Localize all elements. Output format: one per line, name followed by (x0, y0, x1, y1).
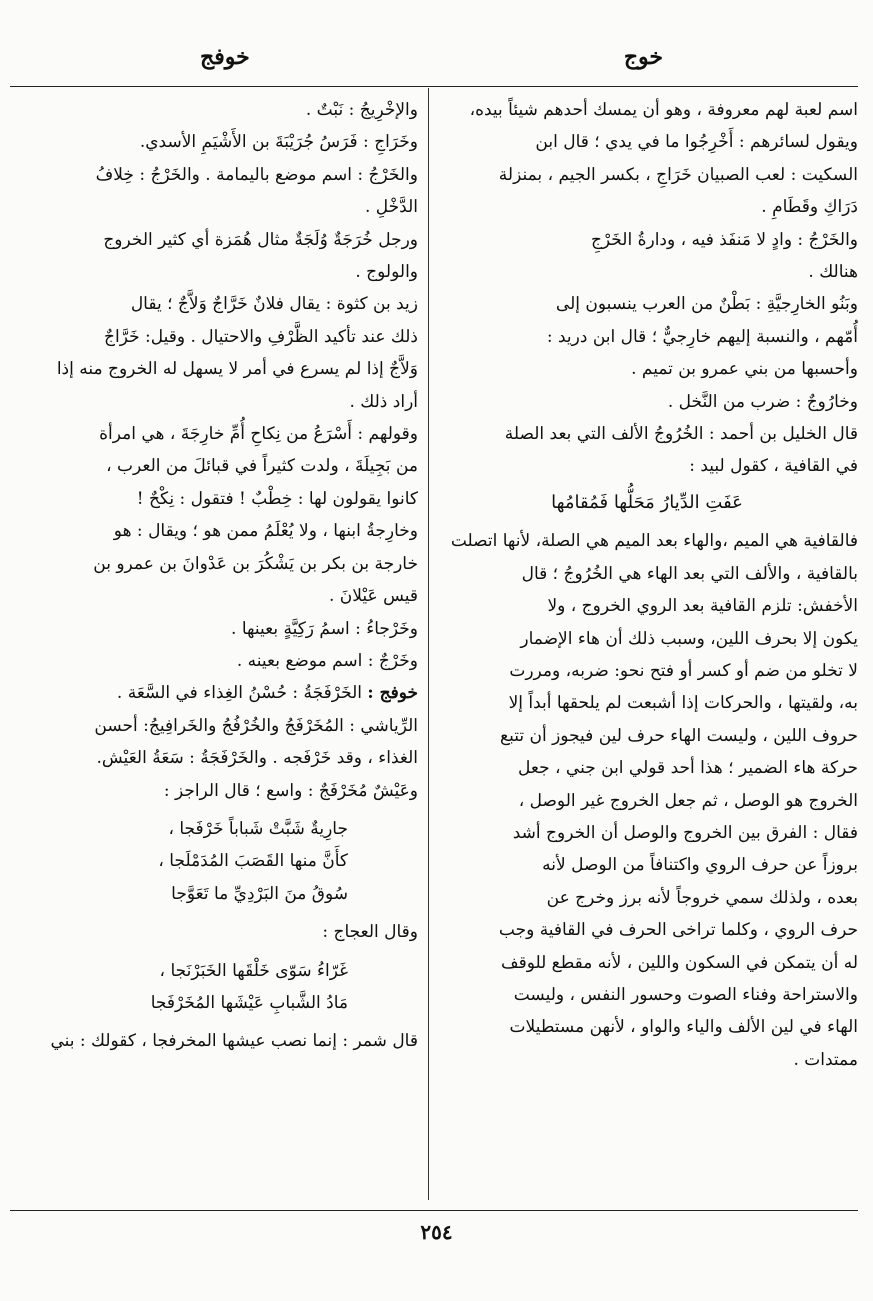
text-line: وخَرَاجِ : فَرَسُ جُرَيْبَةَ بن الأَشْيَمِ الأسدي. (139, 132, 418, 153)
text-line: وخارِجةُ ابنها ، ولا يُعْلَمُ ممن هو ؛ ويقال : هو (113, 521, 418, 542)
text-line: قال شمر : إنما نصب عيشها المخرفجا ، كقولك : بني (50, 1031, 418, 1052)
text-line: بالقافية ، والألف التي بعد الهاء هي الخُرُوجُ ؛ قال (521, 563, 858, 584)
text-line: فقال : الفرق بين الخروج والوصل أن الخروج أشد (512, 822, 858, 843)
text-line: وعَيْشٌ مُخَرْفَجٌ : واسع ؛ قال الراجز : (163, 780, 418, 801)
header-left-word: خوفج (200, 44, 250, 70)
text-line: لا تخلو من ضم أو كسر أو فتح نحو: ضربه، ومررت (509, 660, 858, 681)
text-line: حروف اللين ، وليست الهاء حرف لين فيجوز أن تتبع (500, 725, 858, 746)
text-line: ذلك عند تأكيد الظَّرْفِ والاحتيال . وقيل: خَرَّاجٌ (104, 326, 418, 347)
page-header (0, 38, 873, 78)
text-line: حركة هاء الضمير ؛ هذا أحد قولي ابن جني ، جعل (518, 758, 858, 779)
text-line: زيد بن كثوة : يقال فلانٌ خَرَّاجٌ وَلاَّجٌ ؛ يقال (130, 294, 418, 315)
text-line: يكون إلا بحرف اللين، وسبب ذلك أن هاء الإضمار (520, 628, 858, 649)
text-line: من بَجِيلَةَ ، ولدت كثيراً في قبائلَ من العرب ، (106, 456, 418, 477)
header-right-word: خوج (623, 44, 663, 70)
header-rule (10, 86, 858, 87)
text-line: وخَرْجٌ : اسم موضع بعينه . (236, 650, 418, 671)
text-line: دَرَاكِ وقَطَامِ . (761, 197, 858, 218)
text-line: في القافية ، كقول لبيد : (689, 456, 858, 477)
text-line: الأخفش: تلزم القافية بعد الروي الخروج ، ولا (547, 596, 858, 617)
entry-headword: خوفج : (367, 683, 418, 704)
text-line: قيس عَيْلانَ . (328, 586, 418, 607)
text-line: ممتدات . (793, 1049, 858, 1070)
text-line: اسم لعبة لهم معروفة ، وهو أن يمسك أحدهم شيئاً بيده، (469, 100, 858, 120)
text-line: قال الخليل بن أحمد : الخُرُوجُ الألف التي بعد الصلة (504, 424, 858, 445)
text-line: وبَنُو الخارِجيَّةِ : بَطْنٌ من العرب ينسبون إلى (555, 294, 858, 315)
text-line: الرِّياشي : المُخَرْفَجُ والخُرْفُجُ والخَرافِيجُ: أحسن (94, 715, 418, 736)
text-line: الغذاء ، وقد خَرْفَجه . والخَرْفَجَةُ : سَعَةُ العَيْش. (96, 748, 418, 769)
text-line: وخارُوجٌ : ضرب من النَّخل . (667, 391, 858, 412)
text-line: ورجل خُرَجَةٌ وُلَجَةٌ مثال هُمَزة أي كثير الخروج (103, 229, 418, 250)
text-line: بروزاً عن حرف الروي واكتنافاً من الوصل لأنه (542, 855, 858, 876)
text-line: وقولهم : أَسْرَعُ من نِكاحِ أُمِّ خارِجَةَ ، هي امرأة (99, 424, 418, 445)
poem-line: سُوقُ منَ البَرْدِيِّ ما تَعَوَّجا (171, 883, 348, 904)
entry-definition: الخَرْفَجَةُ : حُسْنُ الغِذاء في السَّعَة . (116, 683, 362, 704)
poem-line: كأَنَّ منها القَصَبَ المُدَمْلَجا ، (158, 851, 348, 872)
right-column (436, 94, 858, 1076)
text-line: وخَرْجاءُ : اسمُ رَكِيَّةٍ بعينها . (231, 618, 418, 639)
text-line: وقال العجاج : (322, 922, 418, 943)
text-line: والاستراحة وفناء الصوت وحسور النفس ، وليست (513, 984, 858, 1005)
text-line: الهاء في لين الألف والياء والواو ، لأنهن مستطيلات (509, 1017, 858, 1038)
text-line: ويقول لسائرهم : أَخْرِجُوا ما في يدي ؛ قال ابن (535, 132, 858, 153)
text-line: وأحسبها من بني عمرو بن تميم . (631, 359, 858, 380)
text-line: والولوج . (355, 262, 418, 283)
text-line: بعده ، ولذلك سمي خروجاً لأنه برز وخرج عن (546, 887, 858, 908)
text-line: والإخْرِيجُ : نَبْتٌ . (305, 100, 418, 120)
text-line: السكيت : لعب الصبيان خَرَاجِ ، بكسر الجيم ، بمنزلة (498, 164, 858, 185)
entry-line (14, 677, 418, 709)
poem-line: جارِيةٌ شَبَّتْ شَباباً خَرْفَجا ، (168, 818, 348, 839)
verse-line: عَفَتِ الدِّيارُ مَحَلُّها فَمُقامُها (551, 491, 743, 513)
text-line: أراد ذلك . (349, 391, 418, 412)
text-line: حرف الروي ، وكلما تراخى الحرف في القافية وجب (498, 920, 858, 941)
text-line: هنالك . (808, 262, 858, 283)
text-line: وَلاَّجٌ إذا لم يسرع في أمر لا يسهل له الخروج منه إذا (56, 359, 418, 380)
text-line: الدَّخْلِ . (364, 197, 418, 218)
text-line: والخَرْجُ : اسم موضع باليمامة . والخَرْجُ : خِلافُ (95, 164, 418, 185)
text-line: خارجة بن بكر بن يَشْكُرَ بن عَدْوانَ بن عمرو بن (93, 553, 418, 574)
footer-rule (10, 1210, 858, 1211)
text-line: كانوا يقولون لها : خِطْبٌ ! فتقول : نِكْحٌ ! (136, 488, 418, 509)
text-line: والخَرْجُ : وادٍ لا مَنفَذ فيه ، ودارةُ الخَرْجِ (590, 229, 858, 250)
text-line: الخروج هو الوصل ، ثم جعل الخروج غير الوصل ، (518, 790, 858, 811)
poem-line: غَرّاءُ سَوّى خَلْقَها الخَبَرْنَجا ، (159, 960, 348, 981)
column-divider (428, 88, 429, 1200)
page-number: ٢٥٤ (420, 1220, 453, 1244)
text-line: فالقافية هي الميم ،والهاء بعد الميم هي الصلة، لأنها اتصلت (450, 531, 858, 552)
poem-line: مَادُ الشَّبابِ عَيْشَها المُخَرْفَجا (150, 992, 348, 1013)
poem-block (14, 813, 418, 910)
text-line: به، ولقيتها ، والحركات إذا أشبعت لم يلحقها أبداً إلا (508, 693, 858, 714)
poem-block (14, 955, 418, 1020)
left-column (14, 94, 418, 1058)
text-line: له أن يتمكن في السكون واللين ، لأنه مقطع للوقف (500, 952, 858, 973)
text-line: أُمّهم ، والنسبة إليهم خارِجيٌّ ؛ قال ابن دريد : (546, 326, 858, 347)
